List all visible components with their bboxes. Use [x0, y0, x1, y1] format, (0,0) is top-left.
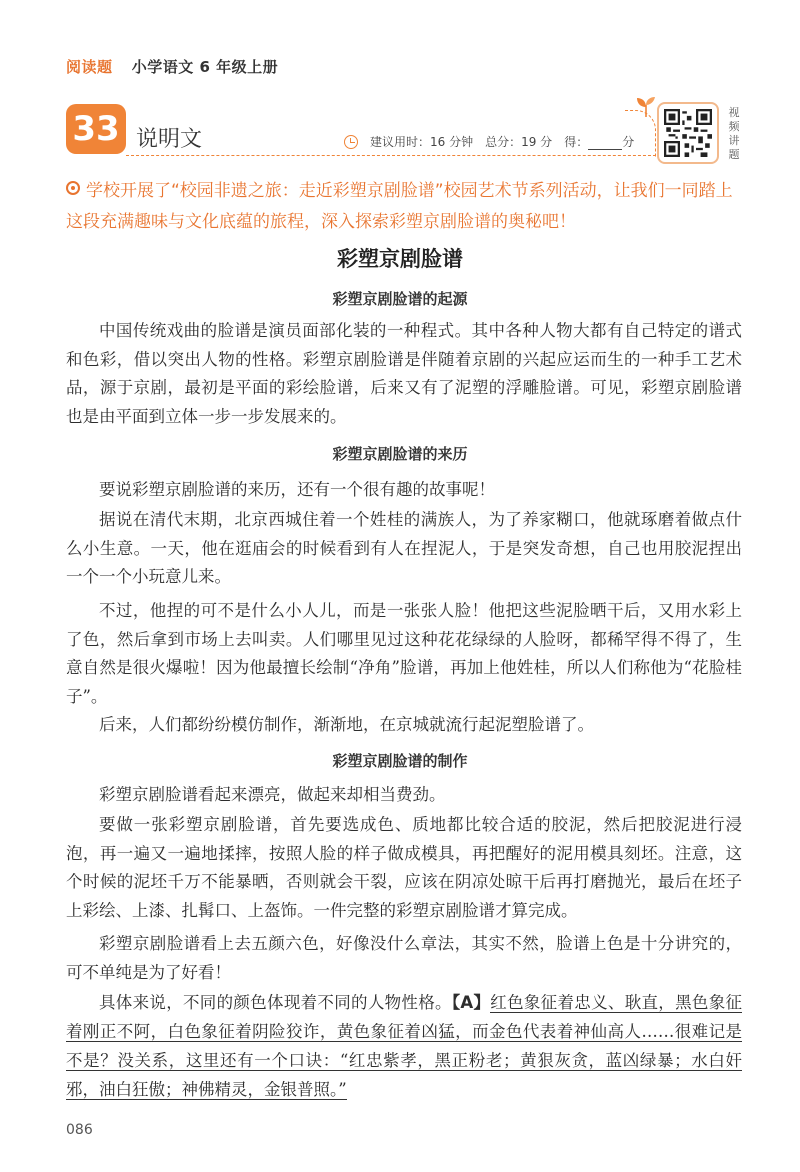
paragraph: 中国传统戏曲的脸谱是演员面部化装的一种程式。其中各种人物大都有自己特定的谱式和色彩，借以突出人物的性格。彩塑京剧脸谱是伴随着京剧的兴起应运而生的一种手工艺术品，源于京剧，最初是平面的彩绘脸谱，后来又有了泥塑的浮雕脸谱。可见，彩塑京剧脸谱也是由平面到立体一步一步发展来的。 [66, 321, 742, 426]
section-heading: 彩塑京剧脸谱的来历 [332, 445, 468, 463]
page-number: 086 [66, 1122, 93, 1138]
header-divider-curve [625, 110, 656, 157]
sprout-icon [634, 95, 658, 117]
exam-info [344, 133, 634, 150]
score-unit: 分 [622, 135, 635, 149]
score-blank [588, 137, 622, 150]
article-title: 彩塑京剧脸谱 [337, 246, 463, 271]
qr-code-icon [664, 109, 712, 157]
header-divider [126, 155, 656, 156]
intro-content: 学校开展了“校园非遗之旅：走近彩塑京剧脸谱”校园艺术节系列活动，让我们一同踏上这段充满趣味与文化底蕴的旅程，深入探索彩塑京剧脸谱的奥秘吧！ [66, 181, 733, 232]
unit-number-badge: 33 [66, 104, 126, 154]
intro-bullet-icon [66, 181, 80, 195]
section-heading: 彩塑京剧脸谱的制作 [332, 752, 468, 770]
paragraph: 后来，人们都纷纷模仿制作，渐渐地，在京城就流行起泥塑脸谱了。 [99, 715, 594, 734]
marker-a: 【A】 [451, 993, 491, 1012]
video-label: 视频讲题 [728, 106, 740, 161]
score-label: 得： [564, 135, 589, 149]
section-heading: 彩塑京剧脸谱的起源 [332, 290, 468, 308]
intro-text [66, 176, 736, 238]
paragraph: 要说彩塑京剧脸谱的来历，还有一个很有趣的故事呢！ [99, 480, 495, 499]
underlined-passage: 红色象征着忠义、耿直，黑色象征着刚正不阿，白色象征着阴险狡诈，黄色象征着凶猛，而金色代表着神仙高人……很难记是不是？没关系，这里还有一个口诀：“红忠紫孝，黑正粉老；黄狠灰贪，蓝凶绿暴；水白奸邪，油白狂傲；神佛精灵，金银普照。” [66, 993, 743, 1099]
paragraph: 彩塑京剧脸谱看上去五颜六色，好像没什么章法，其实不然，脸谱上色是十分讲究的，可不单纯是为了好看！ [66, 934, 742, 982]
time-label: 建议用时：16 分钟 [370, 135, 474, 149]
page-header [66, 56, 278, 77]
header-book: 小学语文 6 年级上册 [131, 58, 279, 76]
paragraph: 据说在清代末期，北京西城住着一个姓桂的满族人，为了养家糊口，他就琢磨着做点什么小生意。一天，他在逛庙会的时候看到有人在捏泥人，于是突发奇想，自己也用胶泥捏出一个一个小玩意儿来。 [66, 510, 742, 586]
paragraph-lead: 具体来说，不同的颜色体现着不同的人物性格。 [99, 993, 452, 1012]
paragraph: 不过，他捏的可不是什么小人儿，而是一张张人脸！他把这些泥脸晒干后，又用水彩上了色，然后拿到市场上去叫卖。人们哪里见过这种花花绿绿的人脸呀，都稀罕得不得了，生意自然是很火爆啦！因为他最擅长绘制“净角”脸谱，再加上他姓桂，所以人们称他为“花脸桂子”。 [66, 601, 742, 706]
total-label: 总分：19 分 [485, 135, 553, 149]
unit-title: 说明文 [136, 127, 203, 152]
header-category: 阅读题 [66, 58, 113, 76]
score-field [564, 133, 634, 150]
paragraph: 彩塑京剧脸谱看起来漂亮，做起来却相当费劲。 [99, 785, 446, 804]
paragraph: 要做一张彩塑京剧脸谱，首先要选成色、质地都比较合适的胶泥，然后把胶泥进行浸泡，再一遍又一遍地揉摔，按照人脸的样子做成模具，再把醒好的泥用模具刻坯。注意，这个时候的泥坯千万不能暴晒，否则就会干裂，应该在阴凉处晾干后再打磨抛光，最后在坯子上彩绘、上漆、扎髯口、上盔饰。一件完整的彩塑京剧脸谱才算完成。 [66, 815, 742, 920]
paragraph-colors [66, 988, 742, 1104]
video-qr-code[interactable] [657, 102, 719, 164]
clock-icon [344, 135, 358, 149]
